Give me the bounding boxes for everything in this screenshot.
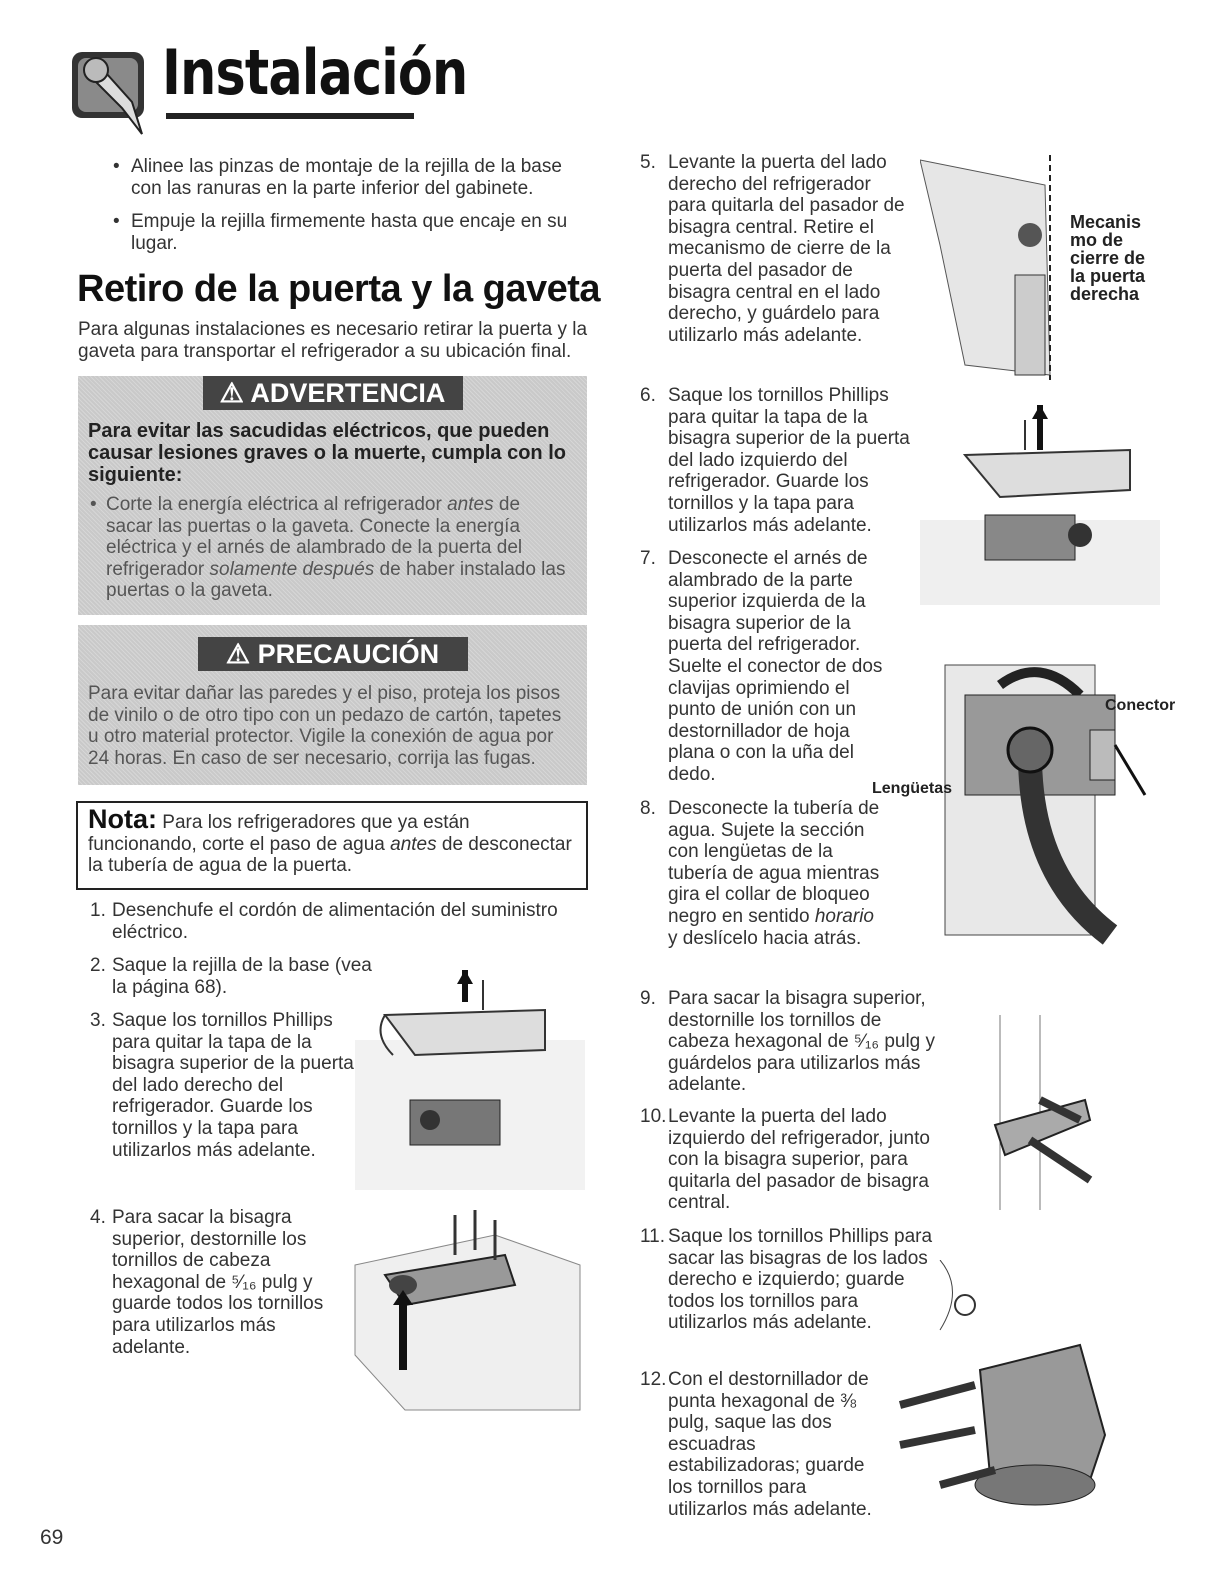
top-hinge-left-illustration bbox=[945, 1015, 1125, 1215]
step-text: Saque los tornillos Phillips para sacar las bisagras de los lados derecho e izquierdo; guarde todos los tornillos para utilizarlos más adelante. bbox=[668, 1226, 933, 1334]
step-3 bbox=[90, 1010, 365, 1161]
section-heading: Retiro de la puerta y la gaveta bbox=[77, 268, 601, 310]
warning-bullet: • Corte la energía eléctrica al refrigerador antes de sacar las puertas o la gaveta. Conecte la energía eléctrica y el arnés de alambrado de la puerta del refrigerador solamente después de haber instalado las puertas o la gaveta. bbox=[90, 494, 566, 602]
step-number: 1. bbox=[90, 900, 106, 921]
step-text-part: y deslícelo hacia atrás. bbox=[668, 927, 862, 949]
note-emphasis: antes bbox=[390, 833, 437, 855]
caution-title: ⚠ PRECAUCIÓN bbox=[198, 637, 468, 671]
note-text-part: de desconectar la tubería de agua de la puerta. bbox=[88, 833, 572, 877]
page-number: 69 bbox=[40, 1526, 64, 1549]
step-12 bbox=[640, 1369, 880, 1520]
step-text: Saque la rejilla de la base (vea la página 68). bbox=[112, 955, 372, 998]
step-text: Saque los tornillos Phillips para quitar la tapa de la bisagra superior de la puerta del lado derecho del refrigerador. Guarde los tornillos y la tapa para utilizarlos más adelante. bbox=[112, 1010, 354, 1161]
caution-text: Para evitar dañar las paredes y el piso, proteja los pisos de vinilo o de otro tipo con un pedazo de cartón, tapetes u otro material protector. Vigile la conexión de agua por 24 horas. En caso de ser necesario, corrija las fugas. bbox=[88, 683, 562, 769]
step-6 bbox=[640, 385, 910, 536]
step-4 bbox=[90, 1207, 330, 1358]
water-line-connector-illustration bbox=[940, 645, 1150, 945]
warning-emphasis: antes bbox=[447, 494, 494, 515]
callout-connector: Conector bbox=[1105, 697, 1176, 714]
callout-door-closer: Mecanis mo de cierre de la puerta derecha bbox=[1070, 212, 1146, 304]
step-text: Desconecte el arnés de alambrado de la parte superior izquierda de la bisagra superior de la puerta del refrigerador. Suelte el conector de dos clavijas oprimiendo el punto de unión con un destornillador de hoja plana o con la uña del dedo. bbox=[668, 548, 883, 785]
warning-emphasis: solamente después bbox=[209, 558, 375, 580]
page-title: Instalación bbox=[162, 36, 468, 109]
step-number: 8. bbox=[640, 798, 656, 819]
step-text-part: Desconecte la tubería de agua. Sujete la sección con lengüetas de la tubería de agua mientras gira el collar de bloqueo negro en sentido bbox=[668, 798, 880, 927]
note-label: Nota: bbox=[88, 804, 157, 834]
step-number: 2. bbox=[90, 955, 106, 976]
title-underline bbox=[166, 113, 414, 119]
door-closer-illustration bbox=[920, 155, 1070, 380]
note-box bbox=[76, 801, 588, 890]
step-9 bbox=[640, 988, 940, 1096]
note-text bbox=[78, 803, 586, 877]
installation-wrench-icon bbox=[70, 46, 170, 136]
step-number: 11. bbox=[640, 1226, 666, 1247]
warning-bullet-text: de sacar las puertas o la gaveta. Conecte la energía eléctrica y el arnés de alambrado de la puerta del refrigerador bbox=[106, 494, 523, 580]
hinge-cover-left-illustration bbox=[920, 405, 1165, 605]
callout-tabs: Lengüetas bbox=[872, 780, 953, 797]
step-2 bbox=[90, 955, 380, 998]
warning-bold-text: Para evitar las sacudidas eléctricos, que pueden causar lesiones graves o la muerte, cumpla con lo siguiente: bbox=[88, 420, 566, 486]
stabilizer-bracket-illustration bbox=[895, 1260, 1145, 1535]
intro-bullet-text: Alinee las pinzas de montaje de la rejilla de la base con las ranuras en la parte inferior del gabinete. bbox=[131, 156, 562, 199]
intro-bullet: • Empuje la rejilla firmemente hasta que encaje en su lugar. bbox=[113, 211, 573, 254]
top-hinge-right-illustration bbox=[335, 1205, 590, 1415]
step-number: 3. bbox=[90, 1010, 106, 1031]
warning-bullet-text: Corte la energía eléctrica al refrigerador bbox=[106, 494, 448, 515]
section-intro: Para algunas instalaciones es necesario retirar la puerta y la gaveta para transportar el refrigerador a su ubicación final. bbox=[78, 319, 588, 362]
step-number: 6. bbox=[640, 385, 656, 406]
step-text: Para sacar la bisagra superior, destornille los tornillos de cabeza hexagonal de ⁵⁄₁₆ pulg y guárdelos para utilizarlos más adelante. bbox=[668, 988, 936, 1096]
step-number: 4. bbox=[90, 1207, 106, 1228]
step-text: Para sacar la bisagra superior, destornille los tornillos de cabeza hexagonal de ⁵⁄₁₆ pulg y guarde todos los tornillos para utilizarlos más adelante. bbox=[112, 1207, 324, 1358]
warning-title: ⚠ ADVERTENCIA bbox=[203, 376, 463, 410]
caution-box bbox=[78, 625, 587, 785]
step-7 bbox=[640, 548, 885, 786]
note-text-part: Para los refrigeradores que ya están funcionando, corte el paso de agua bbox=[88, 812, 470, 855]
step-text: Levante la puerta del lado izquierdo del refrigerador, junto con la bisagra superior, para quitarla del pasador de bisagra central. bbox=[668, 1106, 930, 1214]
step-10 bbox=[640, 1106, 940, 1214]
step-text: Desenchufe el cordón de alimentación del suministro eléctrico. bbox=[112, 900, 558, 943]
intro-bullet-text: Empuje la rejilla firmemente hasta que encaje en su lugar. bbox=[131, 211, 568, 254]
step-number: 9. bbox=[640, 988, 656, 1009]
step-text: Saque los tornillos Phillips para quitar la tapa de la bisagra superior de la puerta del lado izquierdo del refrigerador. Guarde los tornillos y la tapa para utilizarlos más adelante. bbox=[668, 385, 910, 536]
warning-bullet-text: de haber instalado las puertas o la gaveta. bbox=[106, 558, 566, 602]
step-number: 7. bbox=[640, 548, 656, 569]
step-1 bbox=[90, 900, 570, 943]
step-text: Con el destornillador de punta hexagonal de ⅜ pulg, saque las dos escuadras estabilizadoras; guarde los tornillos para utilizarlos más adelante. bbox=[668, 1369, 872, 1520]
step-number: 12. bbox=[640, 1369, 667, 1390]
step-number: 10. bbox=[640, 1106, 667, 1127]
step-emphasis: horario bbox=[814, 905, 874, 927]
intro-bullet: • Alinee las pinzas de montaje de la rejilla de la base con las ranuras en la parte inferior del gabinete. bbox=[113, 156, 573, 199]
step-8 bbox=[640, 798, 885, 949]
warning-box bbox=[78, 376, 587, 615]
step-text bbox=[668, 798, 885, 949]
hinge-cover-right-illustration bbox=[355, 970, 590, 1195]
step-number: 5. bbox=[640, 152, 656, 173]
step-text: Levante la puerta del lado derecho del refrigerador para quitarla del pasador de bisagra central. Retire el mecanismo de cierre de la puerta del pasador de bisagra central en el lado derecho, y guárdelo para utilizarlo más adelante. bbox=[668, 152, 905, 346]
step-5 bbox=[640, 152, 910, 346]
